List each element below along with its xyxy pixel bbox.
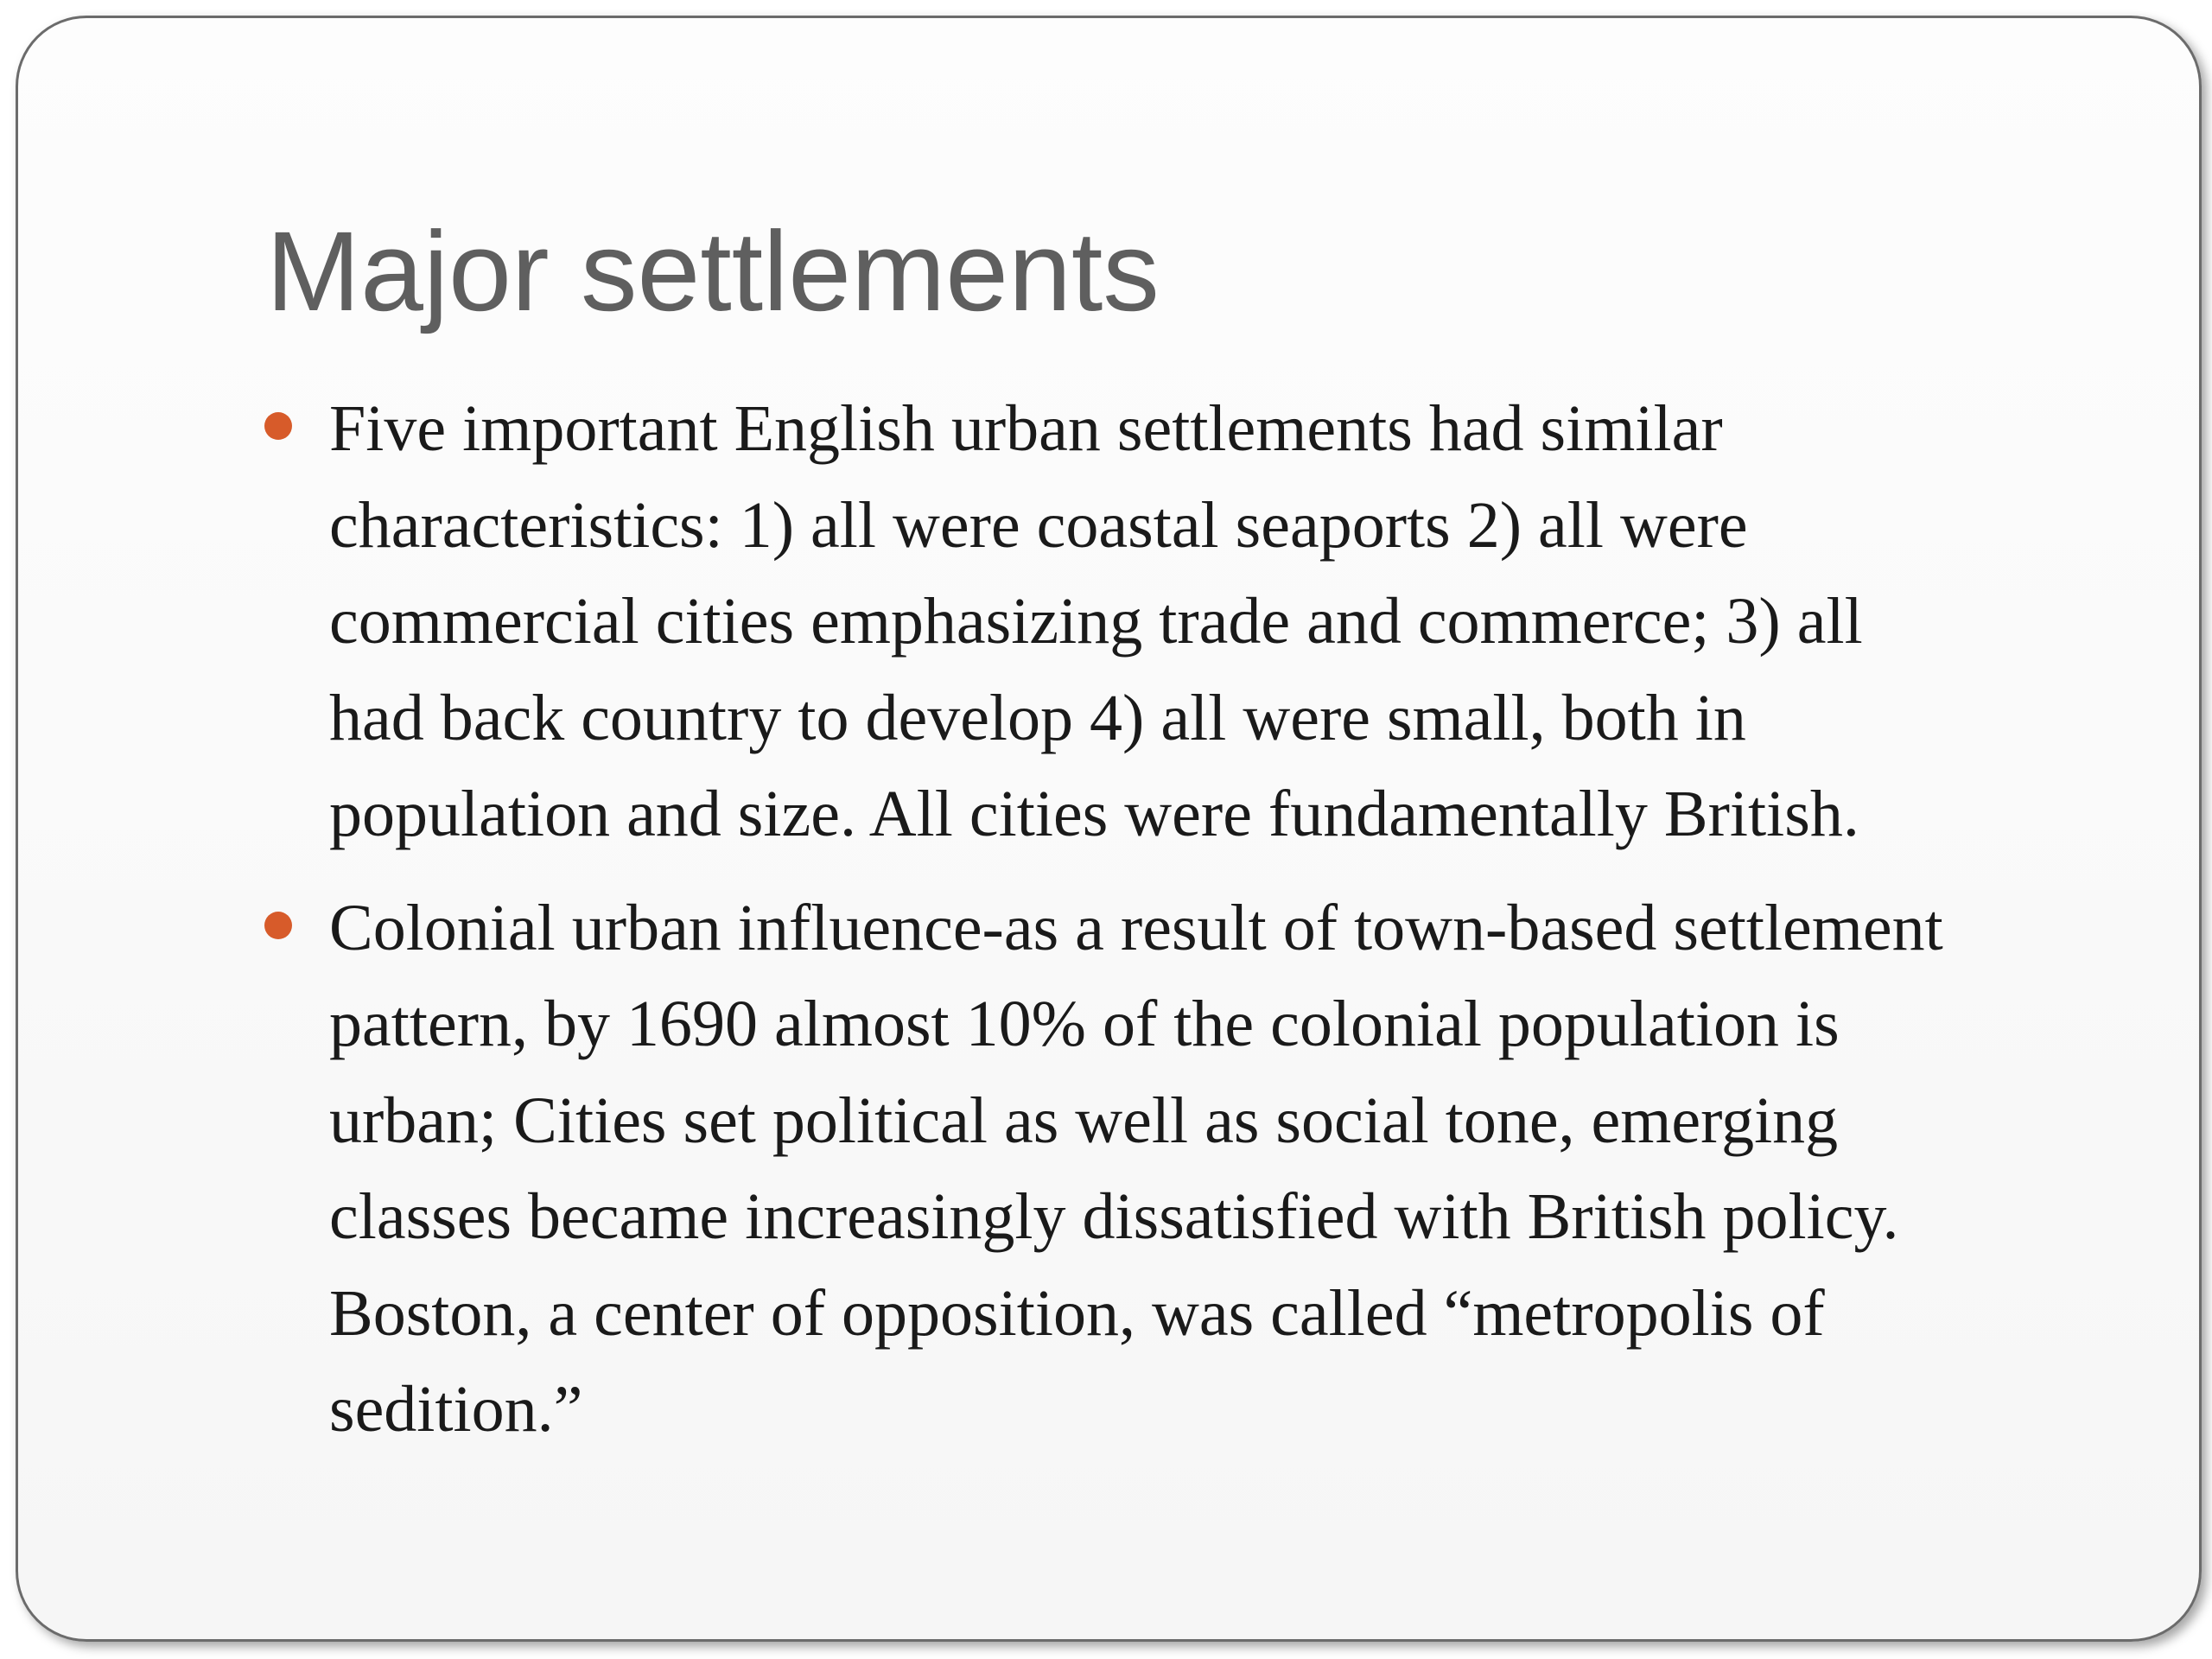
slide-title: Major settlements bbox=[266, 207, 1160, 334]
bullet-dot-icon bbox=[264, 412, 292, 440]
bullet-item-colonial-influence bbox=[329, 880, 2126, 1459]
bullet-text-line: Colonial urban influence-as a result of town-based settlement bbox=[329, 891, 1943, 964]
bullet-text-line: classes became increasingly dissatisfied with British policy. bbox=[329, 1180, 1899, 1253]
bullet-text-line: sedition.” bbox=[329, 1373, 583, 1446]
bullet-text-line: Boston, a center of opposition, was called “metropolis of bbox=[329, 1276, 1825, 1350]
slide-frame bbox=[16, 16, 2202, 1642]
bullet-item-settlements bbox=[329, 381, 2126, 863]
bullet-list bbox=[329, 381, 2126, 1476]
bullet-text-line: population and size. All cities were fundamentally British. bbox=[329, 778, 1859, 850]
bullet-text-line: Five important English urban settlements had similar bbox=[329, 392, 1723, 465]
bullet-text-line: urban; Cities set political as well as social tone, emerging bbox=[329, 1084, 1839, 1157]
bullet-dot-icon bbox=[264, 912, 292, 939]
bullet-text-line: characteristics: 1) all were coastal seaports 2) all were bbox=[329, 488, 1748, 562]
bullet-text-line: had back country to develop 4) all were small, both in bbox=[329, 681, 1746, 754]
bullet-text-line: commercial cities emphasizing trade and commerce; 3) all bbox=[329, 585, 1863, 658]
bullet-text-line: pattern, by 1690 almost 10% of the colonial population is bbox=[329, 988, 1840, 1060]
